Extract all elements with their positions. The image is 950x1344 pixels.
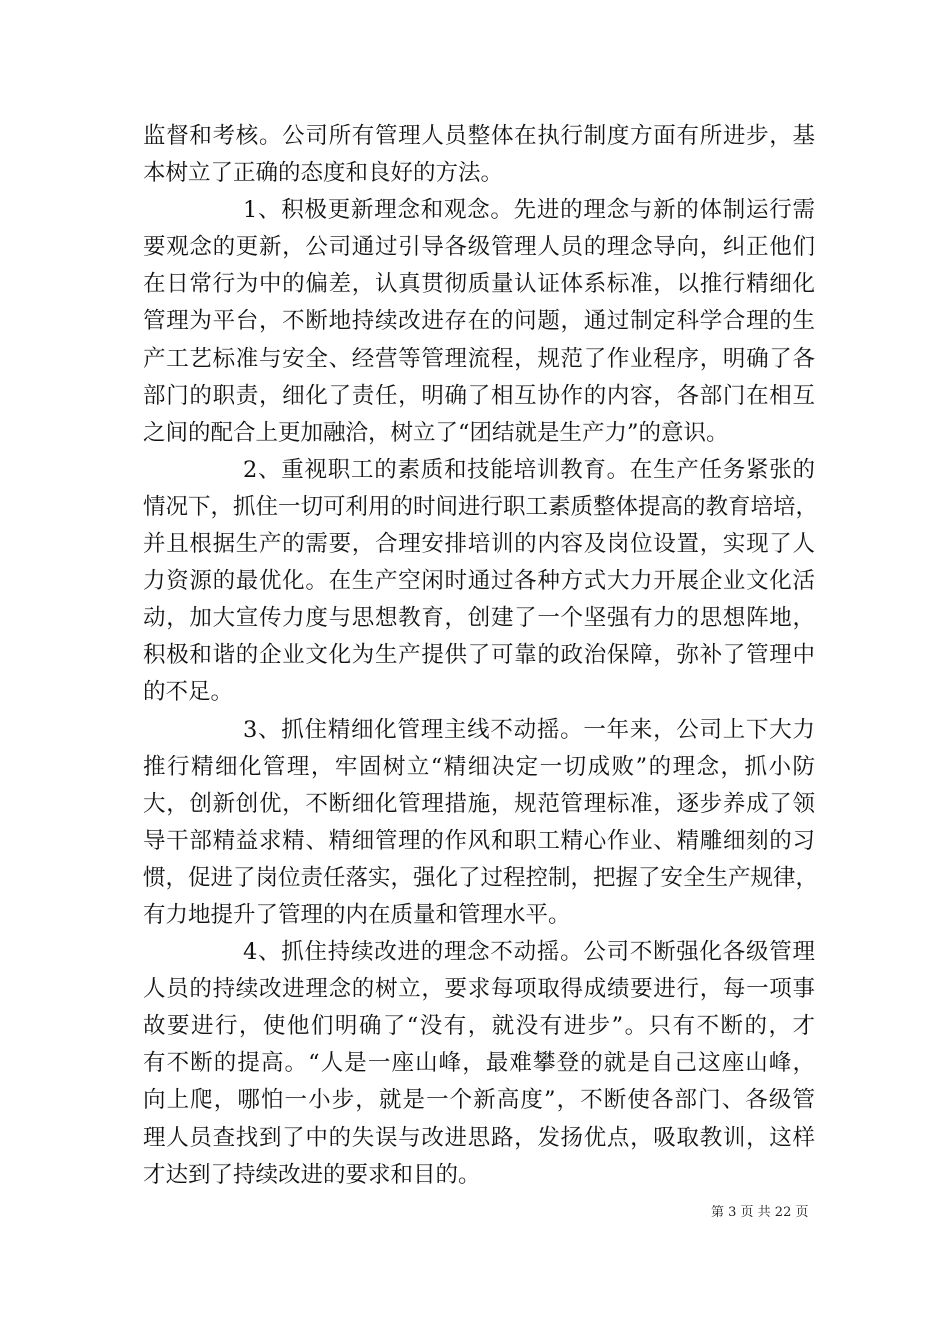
text-line: 管理为平台，不断地持续改进存在的问题，通过制定科学合理的生: [143, 308, 815, 335]
text-line: 3、抓住精细化管理主线不动摇。一年来，公司上下大力: [243, 716, 815, 743]
text-line: 故要进行，使他们明确了“没有，就没有进步”。只有不断的，才: [143, 1013, 815, 1040]
text-line: 人员的持续改进理念的树立，要求每项取得成绩要进行，每一项事: [143, 976, 815, 1003]
text-line: 理人员查找到了中的失误与改进思路，发扬优点，吸取教训，这样: [143, 1124, 815, 1151]
text-line: 情况下，抓住一切可利用的时间进行职工素质整体提高的教育培培，: [143, 493, 819, 520]
text-line: 部门的职责，细化了责任，明确了相互协作的内容，各部门在相互: [143, 382, 815, 409]
paragraph-4-continuous-improvement: [143, 934, 815, 1194]
text-line: 积极和谐的企业文化为生产提供了可靠的政治保障，弥补了管理中: [143, 642, 815, 669]
text-line: 并且根据生产的需要，合理安排培训的内容及岗位设置，实现了人: [143, 531, 815, 558]
text-line: 有不断的提高。“人是一座山峰，最难攀登的就是自己这座山峰，: [143, 1050, 815, 1077]
paragraph-intro-continued: [143, 118, 815, 192]
paragraph-1-concepts: [143, 192, 815, 452]
text-line: 本树立了正确的态度和良好的方法。: [143, 160, 504, 187]
text-line: 在日常行为中的偏差，认真贯彻质量认证体系标准，以推行精细化: [143, 271, 815, 298]
page-number-footer: 第 3 页 共 22 页: [711, 1205, 809, 1220]
text-line: 动，加大宣传力度与思想教育，创建了一个坚强有力的思想阵地，: [143, 605, 815, 632]
text-line: 向上爬，哪怕一小步，就是一个新高度”，不断使各部门、各级管: [143, 1087, 815, 1114]
text-line: 监督和考核。公司所有管理人员整体在执行制度方面有所进步，基: [143, 123, 815, 149]
text-line: 力资源的最优化。在生产空闲时通过各种方式大力开展企业文化活: [143, 568, 815, 595]
paragraph-3-refined-management: [143, 712, 819, 935]
document-body: [143, 118, 819, 1194]
text-line: 1、积极更新理念和观念。先进的理念与新的体制运行需: [243, 197, 815, 224]
text-line: 产工艺标准与安全、经营等管理流程，规范了作业程序，明确了各: [143, 345, 815, 372]
text-line: 有力地提升了管理的内在质量和管理水平。: [143, 901, 571, 928]
text-line: 之间的配合上更加融洽，树立了“团结就是生产力”的意识。: [143, 419, 729, 446]
paragraph-2-training: [143, 452, 819, 712]
text-line: 2、重视职工的素质和技能培训教育。在生产任务紧张的: [243, 456, 815, 483]
text-line: 4、抓住持续改进的理念不动摇。公司不断强化各级管理: [243, 939, 815, 966]
text-line: 导干部精益求精、精细管理的作风和职工精心作业、精雕细刻的习: [143, 827, 815, 854]
text-line: 惯，促进了岗位责任落实，强化了过程控制，把握了安全生产规律，: [143, 864, 819, 891]
text-line: 才达到了持续改进的要求和目的。: [143, 1161, 481, 1188]
text-line: 的不足。: [143, 679, 234, 706]
text-line: 要观念的更新，公司通过引导各级管理人员的理念导向，纠正他们: [143, 234, 815, 261]
text-line: 大，创新创优，不断细化管理措施，规范管理标准，逐步养成了领: [143, 790, 815, 817]
text-line: 推行精细化管理，牢固树立“精细决定一切成败”的理念，抓小防: [143, 753, 815, 780]
